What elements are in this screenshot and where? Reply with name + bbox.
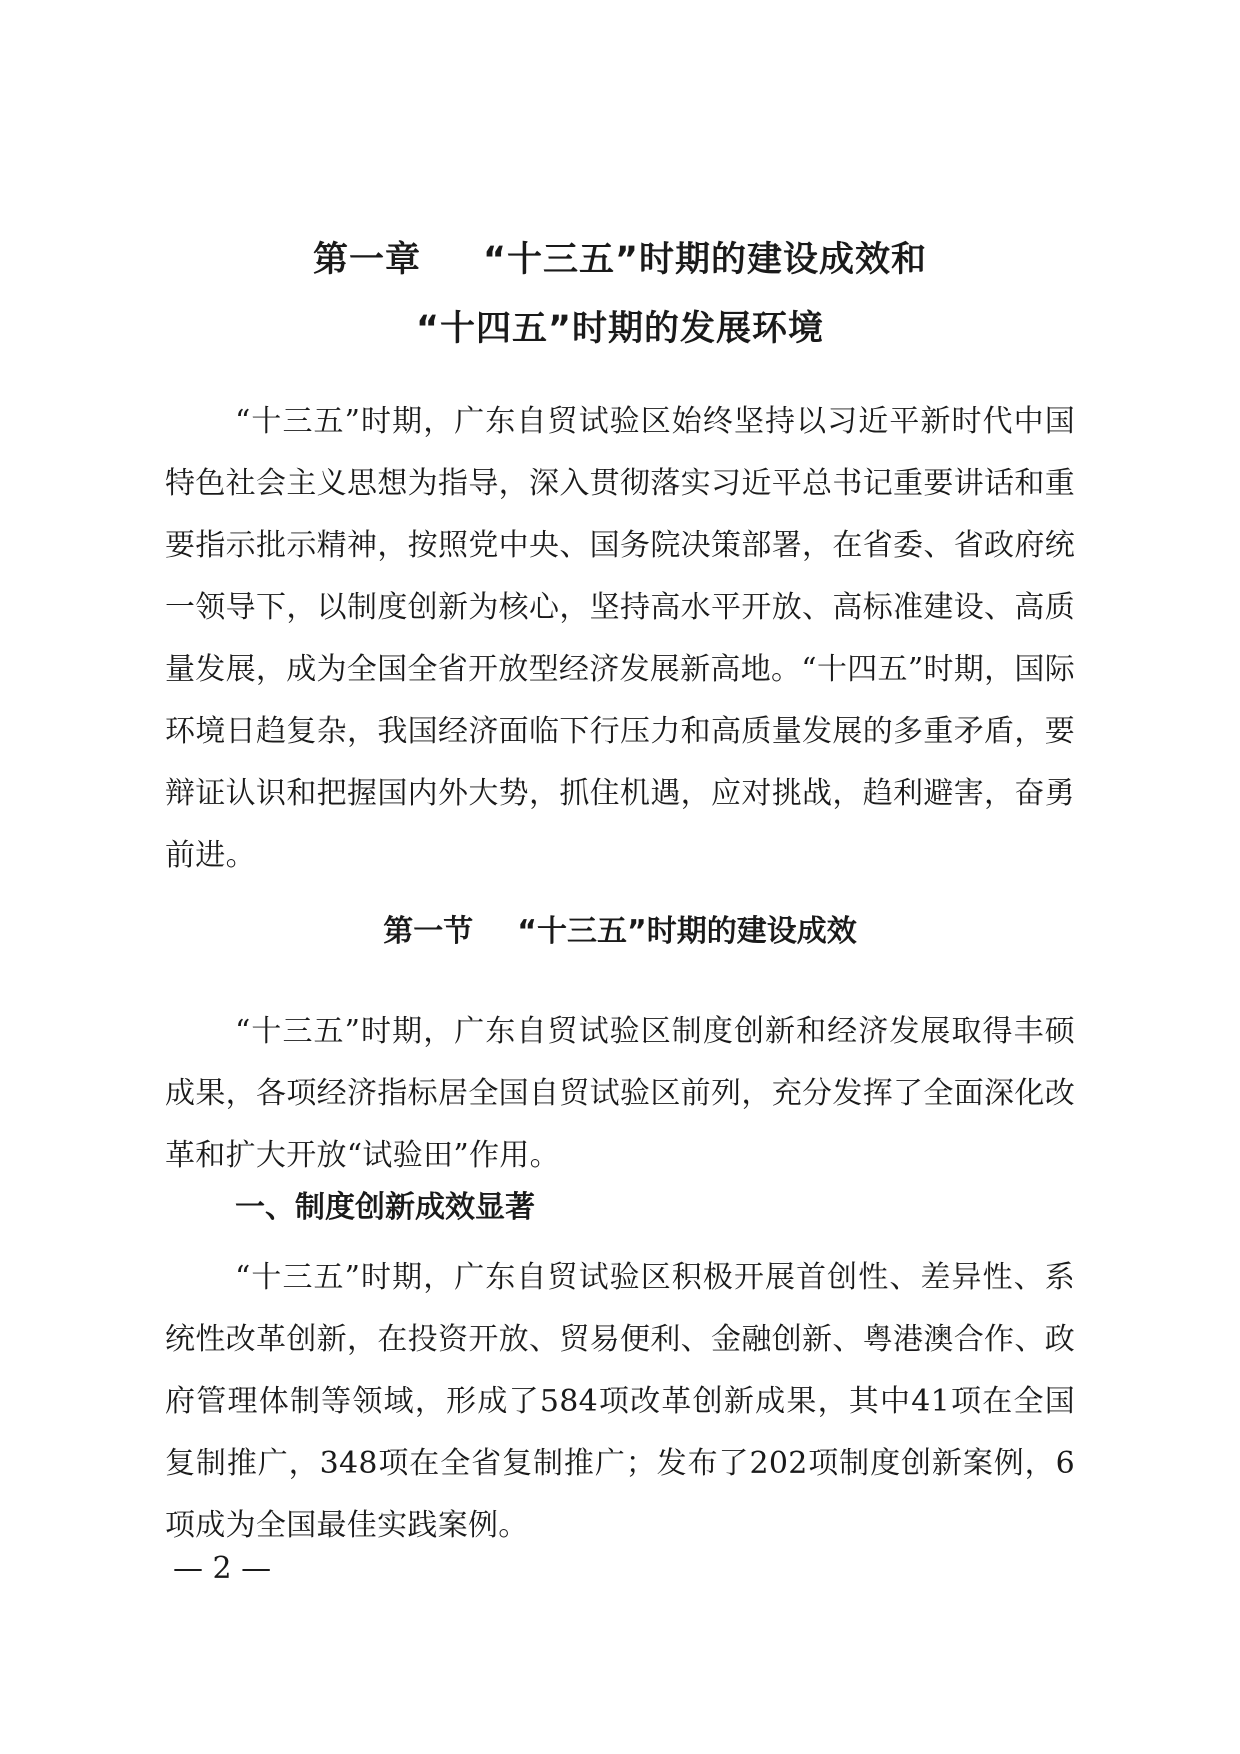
intro-paragraph: “十三五”时期，广东自贸试验区始终坚持以习近平新时代中国特色社会主义思想为指导，深入贯彻落实习近平总书记重要讲话和重要指示批示精神，按照党中央、国务院决策部署，在省委、省政府统一领导下，以制度创新为核心，坚持高水平开放、高标准建设、高质量发展，成为全国全省开放型经济发展新高地。“十四五”时期，国际环境日趋复杂，我国经济面临下行压力和高质量发展的多重矛盾，要辩证认识和把握国内外大势，抓住机遇，应对挑战，趋利避害，奋勇前进。 <box>165 404 1075 873</box>
section-paragraph: “十三五”时期，广东自贸试验区制度创新和经济发展取得丰硕成果，各项经济指标居全国自贸试验区前列，充分发挥了全面深化改革和扩大开放“试验田”作用。 <box>165 1014 1075 1173</box>
subsection-paragraph: “十三五”时期，广东自贸试验区积极开展首创性、差异性、系统性改革创新，在投资开放、贸易便利、金融创新、粤港澳合作、政府管理体制等领域，形成了584项改革创新成果，其中41项在全国复制推广，348项在全省复制推广；发布了202项制度创新案例，6项成为全国最佳实践案例。 <box>165 1260 1075 1543</box>
page-number: — 2 — <box>173 1551 272 1586</box>
section-title <box>0 912 1240 952</box>
chapter-title-text: “十三五”时期的建设成效和 <box>483 240 928 280</box>
chapter-title-line-2: “十四五”时期的发展环境 <box>415 309 824 349</box>
section-number: 第一节 <box>383 914 474 949</box>
section-title-text: “十三五”时期的建设成效 <box>517 914 857 949</box>
chapter-title-line-1 <box>0 240 1240 280</box>
subsection-heading: 一、制度创新成效显著 <box>235 1190 535 1225</box>
chapter-number: 第一章 <box>312 240 421 280</box>
